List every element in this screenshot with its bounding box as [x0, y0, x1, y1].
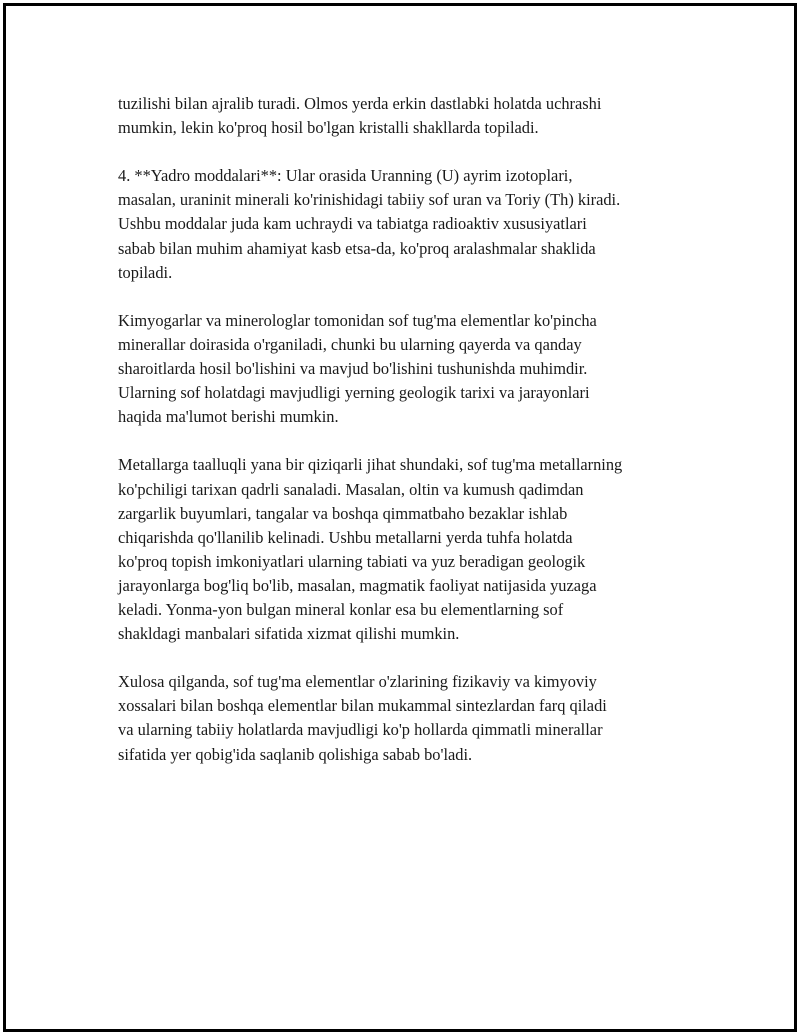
paragraph-diamond-continuation: tuzilishi bilan ajralib turadi. Olmos yerda erkin dastlabki holatda uchrashi mumkin, lekin ko'proq hosil bo'lgan kristalli shakllarda topiladi. — [118, 94, 602, 138]
document-body — [118, 92, 693, 791]
paragraph-metals-value: Metallarga taalluqli yana bir qiziqarli jihat shundaki, sof tug'ma metallarning ko'pchiligi tarixan qadrli sanaladi. Masalan, oltin va kumush qadimdan zargarlik buyumlari, tangalar va boshqa qimmatbaho bezaklar ishlab chiqarishda qo'llanilib kelinadi. Ushbu metallarni yerda tuhfa holatda ko'proq topish imkoniyatlari ularning tabiati va yuz beradigan geologik jarayonlarga bog'liq bo'lib, masalan, magmatik faoliyat natijasida yuzaga keladi. Yonma-yon bulgan mineral konlar esa bu elementlarning sof shakldagi manbalari sifatida xizmat qilishi mumkin. — [118, 455, 623, 644]
paragraph-chemists-mineralogists: Kimyogarlar va minerologlar tomonidan sof tug'ma elementlar ko'pincha minerallar doirasida o'rganiladi, chunki bu ularning qayerda va qanday sharoitlarda hosil bo'lishini va mavjud bo'lishini tushunishda muhimdir. Ularning sof holatdagi mavjudligi yerning geologik tarixi va jarayonlari haqida ma'lumot berishi mumkin. — [118, 310, 597, 427]
paragraph-nuclear-materials: 4. **Yadro moddalari**: Ular orasida Uranning (U) ayrim izotoplari, masalan, uraninit minerali ko'rinishidagi tabiiy sof uran va Toriy (Th) kiradi. Ushbu moddalar juda kam uchraydi va tabiatga radioaktiv xususiyatlari sabab bilan muhim ahamiyat kasb etsa-da, ko'proq aralashmalar shaklida topiladi. — [118, 166, 621, 282]
paragraph-conclusion: Xulosa qilganda, sof tug'ma elementlar o'zlarining fizikaviy va kimyoviy xossalari bilan boshqa elementlar bilan mukammal sintezlardan farq qiladi va ularning tabiiy holatlarda mavjudligi ko'p hollarda qimmatli minerallar sifatida yer qobig'ida saqlanib qolishiga sabab bo'ladi. — [118, 672, 607, 764]
